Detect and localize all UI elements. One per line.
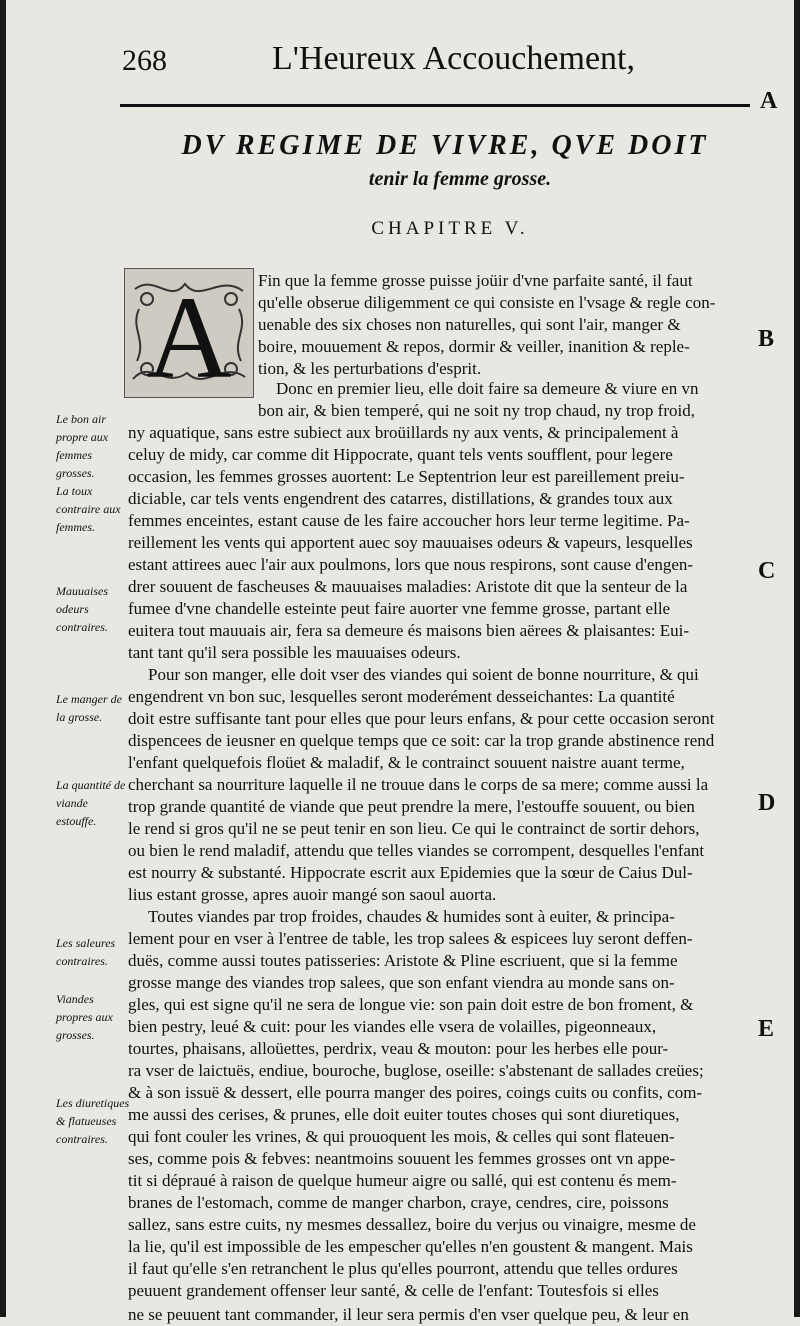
text-line: engendrent vn bon suc, lesquelles seront moderément desseichantes: La quantité bbox=[128, 687, 675, 706]
text-line: Fin que la femme grosse puisse joüir d'vne parfaite santé, il faut bbox=[258, 271, 693, 290]
text-line: occasion, les femmes grosses auortent: Le Septentrion leur est pareillement preiu- bbox=[128, 467, 685, 486]
margin-gloss: Mauuaises odeurs contraires. bbox=[56, 584, 108, 634]
header-rule bbox=[120, 104, 750, 107]
text-line: grosse mange des viandes trop salees, que son enfant viendra au monde sans on- bbox=[128, 973, 675, 992]
text-line: & à son issuë & dessert, elle pourra manger des poires, coings cuits ou confits, com- bbox=[128, 1083, 703, 1102]
text-line: drer souuent de fascheuses & mauuaises maladies: Aristote dit que la senteur de la bbox=[128, 577, 688, 596]
text-line: la lie, qu'il est impossible de les empescher qu'elles n'en goustent & mangent. Mais bbox=[128, 1237, 693, 1256]
chapter-title-line1: DV REGIME DE VIVRE, QVE DOIT bbox=[181, 130, 709, 161]
text-line: tit si dépraué à raison de quelque humeur aigre ou sallé, qui est contenu és mem- bbox=[128, 1171, 677, 1190]
text-line: qui font couler les vrines, & qui prouoquent les mois, & celles qui sont flateuen- bbox=[128, 1127, 675, 1146]
text-line: cherchant sa nourriture laquelle il ne trouue dans le corps de sa mere; comme aussi la bbox=[128, 775, 709, 794]
text-line: ses, comme pois & febves: neantmoins souuent les femmes grosses ont vn appe- bbox=[128, 1149, 676, 1168]
text-line: Donc en premier lieu, elle doit faire sa demeure & viure en vn bbox=[276, 379, 699, 398]
text-line: branes de l'estomach, comme de manger charbon, craye, cendres, cire, poissons bbox=[128, 1193, 669, 1212]
text-line: diciable, car tels vents engendrent des catarres, distillations, & grandes toux aux bbox=[128, 489, 673, 508]
text-line: ne se peuuent tant commander, il leur sera permis d'en vser quelque peu, & leur en bbox=[128, 1305, 689, 1324]
ornamental-initial bbox=[124, 268, 254, 398]
text-line: euitera tout mauuais air, fera sa demeure és maisons bien aërees & plaisantes: Eui- bbox=[128, 621, 690, 640]
margin-mark-d: D bbox=[758, 790, 776, 816]
text-line: femmes enceintes, estant cause de les faire accoucher hors leur terme legitime. Pa- bbox=[128, 511, 690, 530]
text-line: Toutes viandes par trop froides, chaudes & humides sont à euiter, & principa- bbox=[148, 907, 675, 926]
margin-mark-a: A bbox=[760, 88, 778, 114]
text-line: reillement les vents qui apportent auec soy mauuaises odeurs & vapeurs, lesquelles bbox=[128, 533, 693, 552]
dropcap-letter: A bbox=[146, 272, 232, 397]
text-line: Pour son manger, elle doit vser des viandes qui soient de bonne nourriture, & qui bbox=[148, 665, 699, 684]
text-line: celuy de midy, car comme dit Hippocrate, quant tels vents soufflent, pour legere bbox=[128, 445, 673, 464]
text-line: ny aquatique, sans estre subiect aux broüillards ny aux vents, & principalement à bbox=[128, 423, 679, 442]
text-line: lius estant grosse, apres auoir mangé son saoul auorta. bbox=[128, 885, 497, 904]
margin-gloss: Les saleures contraires. bbox=[56, 936, 116, 968]
margin-gloss: Les diuretiques & flatueuses contraires. bbox=[56, 1096, 130, 1146]
text-line: dispencees de ieusner en quelque temps que ce soit: car la trop grande abstinence rend bbox=[128, 731, 715, 750]
text-line: gles, qui est signe qu'il ne sera de longue vie: son pain doit estre de bon froment, & bbox=[128, 995, 694, 1014]
text-line: boire, mouuement & repos, dormir & veiller, inanition & reple- bbox=[258, 337, 690, 356]
margin-mark-b: B bbox=[758, 326, 775, 352]
margin-gloss: Viandes propres aux grosses. bbox=[56, 992, 113, 1042]
text-line: doit estre suffisante tant pour elles que pour leurs enfans, & pour cette occasion seront bbox=[128, 709, 715, 728]
margin-gloss: Le bon air propre aux femmes grosses. bbox=[56, 412, 109, 480]
page-edge-right bbox=[794, 0, 800, 1317]
margin-gloss: Le manger de la grosse. bbox=[56, 692, 122, 724]
text-line: l'enfant quelquefois floüet & maladif, & le contrainct souuent naistre auant terme, bbox=[128, 753, 685, 772]
margin-mark-e: E bbox=[758, 1016, 775, 1042]
chapter-title-line2: tenir la femme grosse. bbox=[368, 168, 552, 190]
text-line: bien pestry, leué & cuit: pour les viandes elle vsera de volailles, pigeonneaux, bbox=[128, 1017, 657, 1036]
margin-mark-c: C bbox=[758, 558, 776, 584]
margin-gloss: La toux contraire aux femmes. bbox=[56, 484, 121, 534]
text-line: lement pour en vser à l'entree de table, les trop salees & espicees luy seront deffen- bbox=[128, 929, 693, 948]
text-line: ou bien le rend maladif, attendu que telles viandes se corrompent, desquelles l'enfant bbox=[128, 841, 705, 860]
text-line: il faut qu'elle s'en retranchent le plus qu'elles pourront, attendu que telles ordures bbox=[128, 1259, 678, 1278]
chapter-heading: CHAPITRE V. bbox=[371, 218, 529, 239]
text-line: peuuent grandement offenser leur santé, & celle de l'enfant: Toutesfois si elles bbox=[128, 1281, 659, 1300]
text-line: me aussi des cerises, & prunes, elle doit euiter toutes choses qui sont diuretiques, bbox=[128, 1105, 680, 1124]
text-line: uenable des six choses non naturelles, qui sont l'air, manger & bbox=[258, 315, 681, 334]
text-line: ra vser de laictuës, endiue, bouroche, buglose, oseille: s'abstenant de sallades creües; bbox=[128, 1061, 704, 1080]
page-number: 268 bbox=[122, 44, 167, 77]
running-title: L'Heureux Accouchement, bbox=[272, 40, 635, 77]
text-line: est nourry & substanté. Hippocrate escrit aux Epidemies que la sœur de Caius Dul- bbox=[128, 863, 693, 882]
text-line: tourtes, phaisans, alloüettes, perdrix, veau & mouton: pour les herbes elle pour- bbox=[128, 1039, 669, 1058]
text-line: tion, & les perturbations d'esprit. bbox=[258, 359, 482, 378]
text-line: qu'elle obserue diligemment ce qui consiste en l'vsage & regle con- bbox=[258, 293, 716, 312]
text-line: estant attirees auec l'air aux poulmons, lors que nous respirons, sont cause d'engen- bbox=[128, 555, 694, 574]
text-line: le rend si gros qu'il ne se peut tenir en son lieu. Ce qui le contrainct de sortir dehors, bbox=[128, 819, 700, 838]
text-line: tant tant qu'il sera possible les mauuaises odeurs. bbox=[128, 643, 461, 662]
text-line: trop grande quantité de viande que peut prendre la mere, l'estouffe souuent, ou bien bbox=[128, 797, 695, 816]
text-line: sallez, sans estre cuits, ny mesmes dessallez, boire du verjus ou vinaigre, mesme de bbox=[128, 1215, 696, 1234]
margin-gloss: La quantité de viande estouffe. bbox=[56, 778, 126, 828]
text-line: fumee d'vne chandelle esteinte peut faire auorter vne femme grosse, partant elle bbox=[128, 599, 671, 618]
page-edge-left bbox=[0, 0, 6, 1317]
text-line: bon air, & bien temperé, qui ne soit ny trop chaud, ny trop froid, bbox=[258, 401, 695, 420]
text-line: duës, comme aussi toutes patisseries: Aristote & Pline escriuent, que si la femme bbox=[128, 951, 678, 970]
